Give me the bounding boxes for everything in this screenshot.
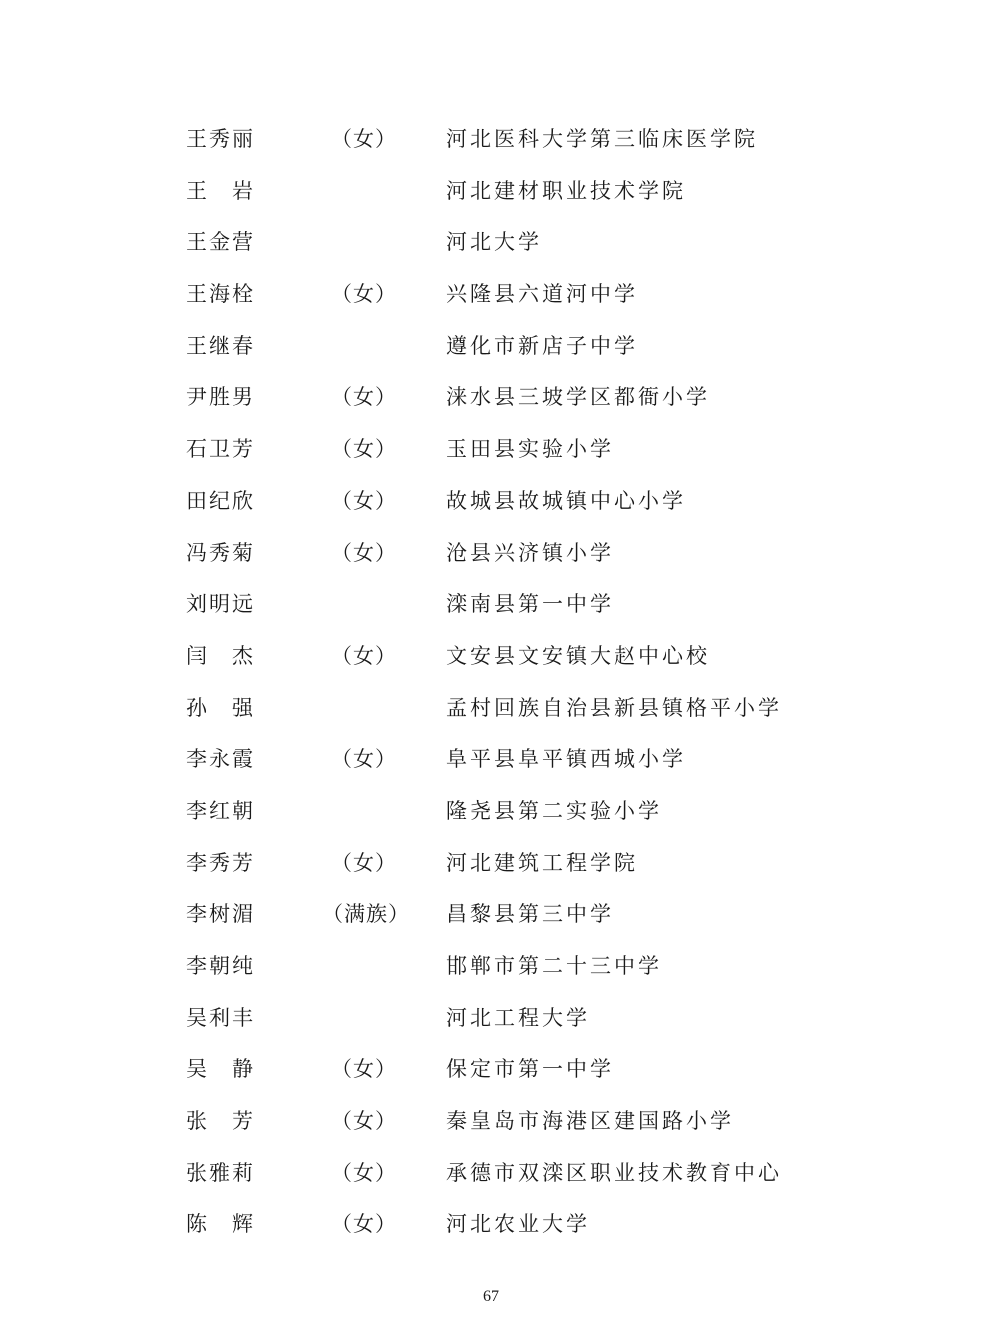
list-item [0,114,982,166]
person-organization: 滦南县第一中学 [446,592,614,617]
person-name: 李红朝 [186,798,255,823]
list-item [0,1148,982,1200]
list-item [0,941,982,993]
person-name: 尹胜男 [186,385,255,410]
list-item [0,1199,982,1251]
person-organization: 承德市双滦区职业技术教育中心 [446,1160,782,1185]
person-organization: 故城县故城镇中心小学 [446,488,686,513]
person-organization: 河北大学 [446,230,542,255]
list-item [0,528,982,580]
person-note: （女） [331,1057,397,1082]
list-item [0,889,982,941]
list-item [0,269,982,321]
person-organization: 孟村回族自治县新县镇格平小学 [446,695,782,720]
person-name: 刘明远 [186,592,255,617]
person-organization: 隆尧县第二实验小学 [446,798,662,823]
person-organization: 涞水县三坡学区都衙小学 [446,385,710,410]
person-note: （女） [331,127,397,151]
person-note: （女） [331,1160,397,1185]
list-item [0,838,982,890]
list-item [0,631,982,683]
list-item [0,1096,982,1148]
person-name: 吴利丰 [186,1005,255,1030]
person-organization: 玉田县实验小学 [446,437,614,462]
person-name: 王金营 [186,230,255,255]
list-item [0,321,982,373]
person-note: （女） [331,488,397,513]
person-name: 李秀芳 [186,850,255,875]
person-note: （女） [331,540,397,565]
list-item [0,372,982,424]
person-name: 吴 静 [186,1057,255,1082]
person-note: （女） [331,385,397,410]
person-note: （女） [331,1109,397,1134]
person-organization: 河北建材职业技术学院 [446,178,686,203]
person-organization: 河北农业大学 [446,1212,590,1237]
list-item [0,166,982,218]
person-organization: 河北医科大学第三临床医学院 [446,127,758,151]
person-name: 冯秀菊 [186,540,255,565]
person-organization: 河北工程大学 [446,1005,590,1030]
person-name: 王 岩 [186,178,255,203]
person-organization: 河北建筑工程学院 [446,850,638,875]
person-name: 李树湄 [186,902,255,927]
list-item [0,683,982,735]
person-note: （女） [331,437,397,462]
person-organization: 昌黎县第三中学 [446,902,614,927]
person-organization: 邯郸市第二十三中学 [446,954,662,978]
list-item [0,476,982,528]
person-name: 孙 强 [186,695,255,720]
page-number: 67 [483,1288,499,1305]
person-organization: 保定市第一中学 [446,1057,614,1082]
person-organization: 文安县文安镇大赵中心校 [446,643,710,668]
person-name: 陈 辉 [186,1212,255,1237]
person-note: （女） [331,850,397,875]
person-name: 李朝纯 [186,954,255,978]
person-name: 王继春 [186,333,255,358]
person-note: （满族） [322,902,410,927]
list-item [0,786,982,838]
person-note: （女） [331,747,397,772]
person-organization: 遵化市新店子中学 [446,333,638,358]
person-note: （女） [331,282,397,307]
person-organization: 阜平县阜平镇西城小学 [446,747,686,772]
person-name: 王秀丽 [186,127,255,151]
list-item [0,217,982,269]
person-organization: 秦皇岛市海港区建国路小学 [446,1109,734,1134]
list-item [0,734,982,786]
person-note: （女） [331,643,397,668]
list-item [0,993,982,1045]
person-name: 李永霞 [186,747,255,772]
person-name: 王海栓 [186,282,255,307]
person-name: 田纪欣 [186,488,255,513]
person-name: 张雅莉 [186,1160,255,1185]
person-name: 张 芳 [186,1109,255,1134]
list-item [0,424,982,476]
list-item [0,579,982,631]
person-name: 闫 杰 [186,643,255,668]
person-organization: 兴隆县六道河中学 [446,282,638,307]
list-item [0,1044,982,1096]
person-name: 石卫芳 [186,437,255,462]
person-note: （女） [331,1212,397,1237]
name-list [0,114,982,1251]
person-organization: 沧县兴济镇小学 [446,540,614,565]
